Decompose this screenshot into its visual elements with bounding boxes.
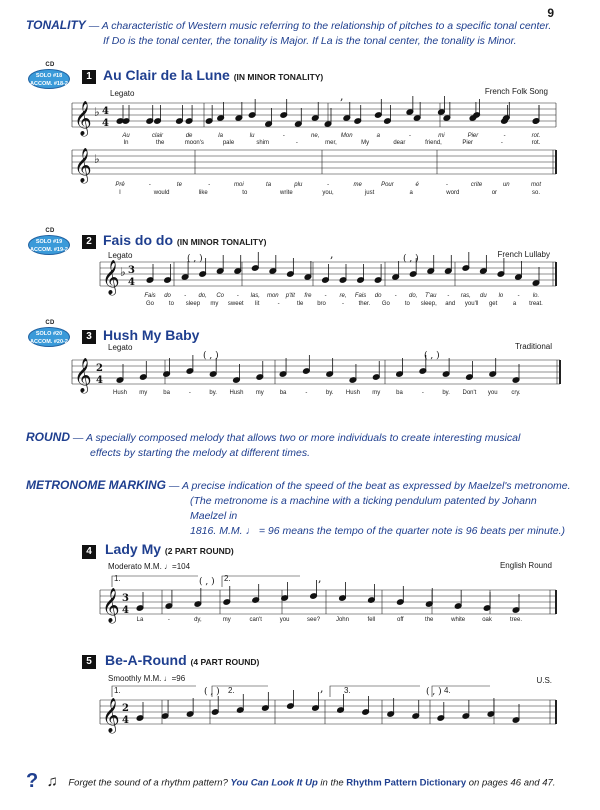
lyric-syllable: - (167, 617, 170, 623)
lyric-syllable: moi (234, 182, 244, 188)
breath-mark: , (330, 248, 334, 261)
lyric-syllable: mot (530, 182, 542, 188)
lyric-syllable: or (491, 190, 498, 196)
flat: ♭ (94, 152, 100, 166)
lyric-syllable: p'tit (285, 293, 295, 299)
optional-breath: ( , ) (204, 687, 220, 697)
lyric-syllable: re, (339, 293, 347, 299)
lyric-syllable: Go (381, 301, 390, 307)
lyric-syllable: - (421, 390, 424, 396)
lyric-syllable: my (372, 390, 381, 396)
song-number-3: 3 (82, 330, 96, 344)
lyric-syllable: word (446, 190, 460, 196)
song-number-2: 2 (82, 235, 96, 249)
lyric-syllable: John (335, 617, 349, 623)
time-sig-top: 4 (102, 106, 109, 117)
lyric-syllable: clair (152, 133, 164, 139)
lyric-syllable: ba (279, 390, 287, 396)
lyric-syllable: by. (325, 390, 334, 396)
lyric-syllable: cry. (511, 390, 521, 396)
lyric-syllable: é (415, 182, 419, 188)
lyric-syllable: so. (531, 190, 541, 196)
lyric-syllable: In (123, 140, 129, 146)
time-sig-top: 2 (122, 703, 129, 714)
lyric-syllable: Hush (345, 390, 360, 396)
cd-accomp-track: ACCOM. #20-2 (30, 339, 68, 345)
optional-breath: ( , ) (203, 351, 219, 361)
song-title-4 (105, 541, 234, 557)
metronome-term: METRONOME MARKING (26, 478, 166, 492)
lyric-syllable: treat. (529, 301, 543, 307)
lyric-syllable: dy, (194, 617, 202, 623)
lyric-syllable: Fais (354, 293, 367, 299)
staff-s1-r2 (72, 150, 556, 174)
tempo-marking-1: Legato (110, 89, 135, 98)
lyric-syllable: and (445, 301, 456, 307)
lyric-syllable: do (164, 293, 171, 299)
round-line1: — A specially composed melody that allows two or more individuals to create interesting musical (72, 432, 521, 444)
lyric-syllable: Au (122, 133, 130, 139)
lyric-syllable: see? (307, 617, 321, 623)
lyric-syllable: ba (163, 390, 170, 396)
lyric-syllable: rot. (531, 140, 541, 146)
lyric-syllable: you (279, 617, 290, 623)
lyric-syllable: un (502, 182, 510, 188)
lyric-syllable: La (136, 617, 144, 623)
lyric-syllable: mon (266, 293, 279, 299)
time-sig-top: 2 (96, 363, 103, 374)
lyric-syllable: Hush (112, 390, 128, 396)
cd-badge-3 (28, 320, 72, 347)
lyric-syllable: - (394, 293, 397, 299)
song-subtitle: (2 PART ROUND) (164, 546, 234, 556)
lyric-syllable: me (353, 182, 362, 188)
song-title-3: Hush My Baby (103, 327, 200, 343)
treble-clef: 𝄞 (102, 260, 120, 295)
lyric-syllable: friend, (425, 140, 442, 146)
lyric-syllable: ther. (358, 301, 371, 307)
optional-breath: ( , ) (199, 577, 215, 587)
lyric-syllable: Mon (340, 133, 353, 139)
song-title-text: Be-A-Round (105, 652, 187, 668)
song-subtitle: (IN MINOR TONALITY) (233, 72, 324, 82)
lyric-syllable: - (305, 390, 308, 396)
flat: ♭ (94, 105, 100, 119)
lyric-syllable: - (408, 133, 411, 139)
lyric-syllable: write (280, 190, 293, 196)
staff-s3 (72, 360, 560, 384)
breath-mark: , (340, 90, 344, 103)
lyric-syllable: Don't (462, 390, 477, 396)
footer-look: You Can Look It Up (230, 777, 318, 789)
composer-1: French Folk Song (484, 87, 548, 96)
lyric-syllable: - (503, 133, 506, 139)
lyric-syllable: lo (498, 293, 504, 299)
tempo-marking-4: Moderato M.M. ♩=104 (108, 562, 191, 571)
lyric-syllable: du (480, 293, 487, 299)
song-number-1: 1 (82, 70, 96, 84)
cd-label: CD (45, 62, 55, 68)
lyric-syllable: white (451, 617, 466, 623)
lyric-syllable: dear (393, 140, 406, 146)
lyric-syllable: - (327, 182, 329, 188)
lyric-syllable: sleep (185, 301, 201, 307)
lyric-syllable: to (404, 301, 410, 307)
lyric-syllable: ba (396, 390, 403, 396)
metronome-definition (26, 478, 571, 539)
time-sig-bottom: 4 (128, 277, 135, 288)
lyric-syllable: te (176, 182, 182, 188)
lyric-syllable: - (277, 301, 280, 307)
ending-3: 3. (344, 686, 351, 695)
lyric-syllable: crite (470, 182, 483, 188)
footer-pre: Forget the sound of a rhythm pattern? (68, 777, 228, 789)
flat: ♭ (120, 265, 126, 279)
lyric-syllable: lit (255, 301, 260, 307)
lyric-syllable: would (153, 190, 170, 196)
song-title-text: Fais do do (103, 232, 173, 248)
lyric-syllable: Pier (462, 140, 473, 146)
lyric-syllable: de (185, 133, 193, 139)
lyric-syllable: - (282, 133, 285, 139)
lyric-syllable: the (425, 617, 434, 623)
lyric-syllable: - (324, 293, 327, 299)
composer-3: Traditional (514, 342, 552, 351)
footer-text (68, 778, 555, 789)
cd-track-oval (28, 235, 70, 255)
lyric-syllable: a (409, 190, 413, 196)
tempo-marking-5: Smoothly M.M. ♩=96 (108, 674, 186, 683)
cd-solo-track: SOLO #19 (35, 239, 63, 245)
song-title-2 (103, 232, 266, 248)
lyric-syllable: - (148, 182, 151, 188)
ending-2: 2. (228, 686, 235, 695)
time-sig-top: 3 (122, 593, 129, 604)
eighth-notes-icon: ♫ (46, 773, 58, 790)
page-number: 9 (547, 6, 554, 20)
lyric-syllable: lo. (532, 293, 540, 299)
lyric-syllable: bro (317, 301, 326, 307)
lyric-syllable: I (119, 190, 121, 196)
lyric-syllable: Go (145, 301, 155, 307)
lyric-syllable: - (500, 140, 503, 146)
time-sig-bottom: 4 (102, 118, 109, 129)
song-number-5: 5 (82, 655, 96, 669)
treble-clef: 𝄞 (74, 148, 92, 183)
treble-clef: 𝄞 (74, 101, 92, 136)
lyric-syllable: fell (367, 617, 376, 623)
lyric-syllable: a (376, 133, 380, 139)
lyric-syllable: - (236, 293, 239, 299)
song-subtitle: (IN MINOR TONALITY) (176, 237, 267, 247)
lyric-syllable: by. (442, 390, 450, 396)
footer-dict: Rhythm Pattern Dictionary (346, 777, 467, 789)
question-mark-icon: ? (26, 770, 39, 792)
lyric-syllable: tle (296, 301, 304, 307)
song-title-5 (105, 652, 259, 668)
song-subtitle: (4 PART ROUND) (190, 657, 260, 667)
composer-2: French Lullaby (497, 250, 550, 259)
lyric-syllable: Pour (381, 182, 394, 188)
footer-mid: in the (320, 777, 344, 789)
cd-solo-track: SOLO #18 (35, 73, 63, 79)
lyric-syllable: ta (266, 182, 272, 188)
staff-s1-r1 (72, 103, 556, 127)
optional-breath: ( , ) (424, 351, 440, 361)
treble-clef: 𝄞 (102, 698, 120, 733)
lyric-syllable: fre (304, 293, 312, 299)
lyric-syllable: - (517, 293, 520, 299)
lyric-syllable: do, (409, 293, 418, 299)
optional-breath: ( , ) (187, 254, 203, 264)
lyric-syllable: sweet (227, 301, 244, 307)
lyric-syllable: mer, (325, 140, 337, 146)
lyric-syllable: Prê (115, 182, 125, 188)
metronome-line3: 1816. M.M. ♩ = 96 means the tempo of the quarter note is 96 beats per minute.) (190, 525, 565, 537)
metronome-line1: — A precise indication of the speed of the beat as expressed by Maelzel's metronome. (168, 480, 571, 492)
footer-tip (26, 770, 586, 793)
lyric-syllable: ne, (311, 133, 320, 139)
lyric-syllable: T'au (424, 293, 437, 299)
lyric-syllable: a (512, 301, 517, 307)
lyric-syllable: - (445, 182, 448, 188)
song-number-4: 4 (82, 545, 96, 559)
footer-post: on pages 46 and 47. (468, 777, 556, 789)
lyric-syllable: get (488, 301, 498, 307)
lyric-syllable: rot. (531, 133, 541, 139)
lyric-syllable: plu (294, 182, 303, 188)
lyric-syllable: you, (322, 190, 334, 196)
lyric-syllable: - (208, 182, 211, 188)
lyric-syllable: to (168, 301, 174, 307)
treble-clef: 𝄞 (74, 358, 92, 393)
lyric-syllable: to (242, 190, 248, 196)
lyric-syllable: - (184, 293, 187, 299)
lyric-syllable: Co (216, 293, 225, 299)
lyric-syllable: ras, (460, 293, 471, 299)
cd-accomp-track: ACCOM. #18-2 (30, 81, 68, 87)
round-definition (26, 430, 566, 461)
lyric-syllable: off (397, 617, 404, 623)
song-title-text: Au Clair de la Lune (103, 67, 230, 83)
cd-accomp-track: ACCOM. #19-2 (30, 247, 68, 253)
lyric-syllable: you (487, 390, 498, 396)
metronome-line2: (The metronome is a machine with a ticking pendulum patented by Johann Maelzel in (190, 495, 537, 522)
lyric-syllable: Hush (229, 390, 244, 396)
ending-1: 1. (114, 686, 121, 695)
lyric-syllable: can't (249, 617, 262, 623)
lyric-syllable: - (188, 390, 191, 396)
breath-mark: , (320, 682, 324, 695)
lyric-syllable: shim (256, 140, 269, 146)
time-sig-bottom: 4 (122, 605, 129, 616)
lyric-syllable: Pier (467, 133, 479, 139)
tonality-line2: If Do is the tonal center, the tonality is Major. If La is the tonal center, the tonality is Minor. (103, 35, 517, 47)
composer-5: U.S. (536, 676, 552, 685)
ending-2: 2. (224, 574, 231, 583)
optional-breath: ( , ) (426, 687, 442, 697)
tonality-line1: — A characteristic of Western music referring to the relationship of pitches to a specific tonal center. (88, 20, 552, 32)
lyric-syllable: you'll (464, 301, 479, 307)
optional-breath: ( , ) (403, 254, 419, 264)
composer-4: English Round (499, 561, 552, 570)
ending-4: 4. (444, 686, 451, 695)
lyric-syllable: moon's (184, 140, 204, 146)
lyric-syllable: just (364, 190, 375, 196)
treble-clef: 𝄞 (102, 588, 120, 623)
tonality-term: TONALITY (26, 18, 86, 32)
lyric-syllable: pale (222, 140, 235, 146)
lyric-syllable: my (139, 390, 148, 396)
lyric-syllable: the (155, 140, 165, 146)
song-title-text: Lady My (105, 541, 162, 557)
lyric-syllable: - (295, 140, 298, 146)
time-sig-bottom: 4 (96, 375, 103, 386)
time-sig-bottom: 4 (122, 715, 129, 726)
lyric-syllable: mi (438, 133, 445, 139)
lyric-syllable: do (374, 293, 382, 299)
lyric-syllable: like (198, 190, 208, 196)
lyric-syllable: tree. (509, 617, 523, 623)
ending-1: 1. (114, 574, 121, 583)
tempo-marking-2: Legato (108, 251, 133, 260)
lyric-syllable: sleep, (420, 301, 437, 307)
lyric-syllable: - (342, 301, 344, 307)
lyric-syllable: my (210, 301, 219, 307)
cd-label: CD (45, 228, 55, 234)
breath-mark: , (318, 572, 322, 585)
lyric-syllable: lu (249, 133, 255, 139)
lyric-syllable: oak (482, 617, 492, 623)
lyric-syllable: my (222, 617, 231, 623)
cd-solo-track: SOLO #20 (35, 331, 63, 337)
lyric-syllable: by. (209, 390, 217, 396)
round-term: ROUND (26, 430, 70, 444)
lyric-syllable: My (361, 140, 370, 146)
cd-track-oval (28, 327, 70, 347)
tempo-marking-3: Legato (108, 343, 133, 352)
cd-badge-2 (28, 228, 72, 255)
round-line2: effects by starting the melody at different times. (90, 447, 311, 459)
lyric-syllable: Fais (144, 293, 156, 299)
lyric-syllable: - (447, 293, 450, 299)
lyric-syllable: la (218, 133, 223, 139)
lyric-syllable: do, (198, 293, 207, 299)
cd-label: CD (45, 320, 55, 326)
lyric-syllable: las, (250, 293, 260, 299)
time-sig-top: 3 (128, 265, 135, 276)
lyric-syllable: my (255, 390, 264, 396)
